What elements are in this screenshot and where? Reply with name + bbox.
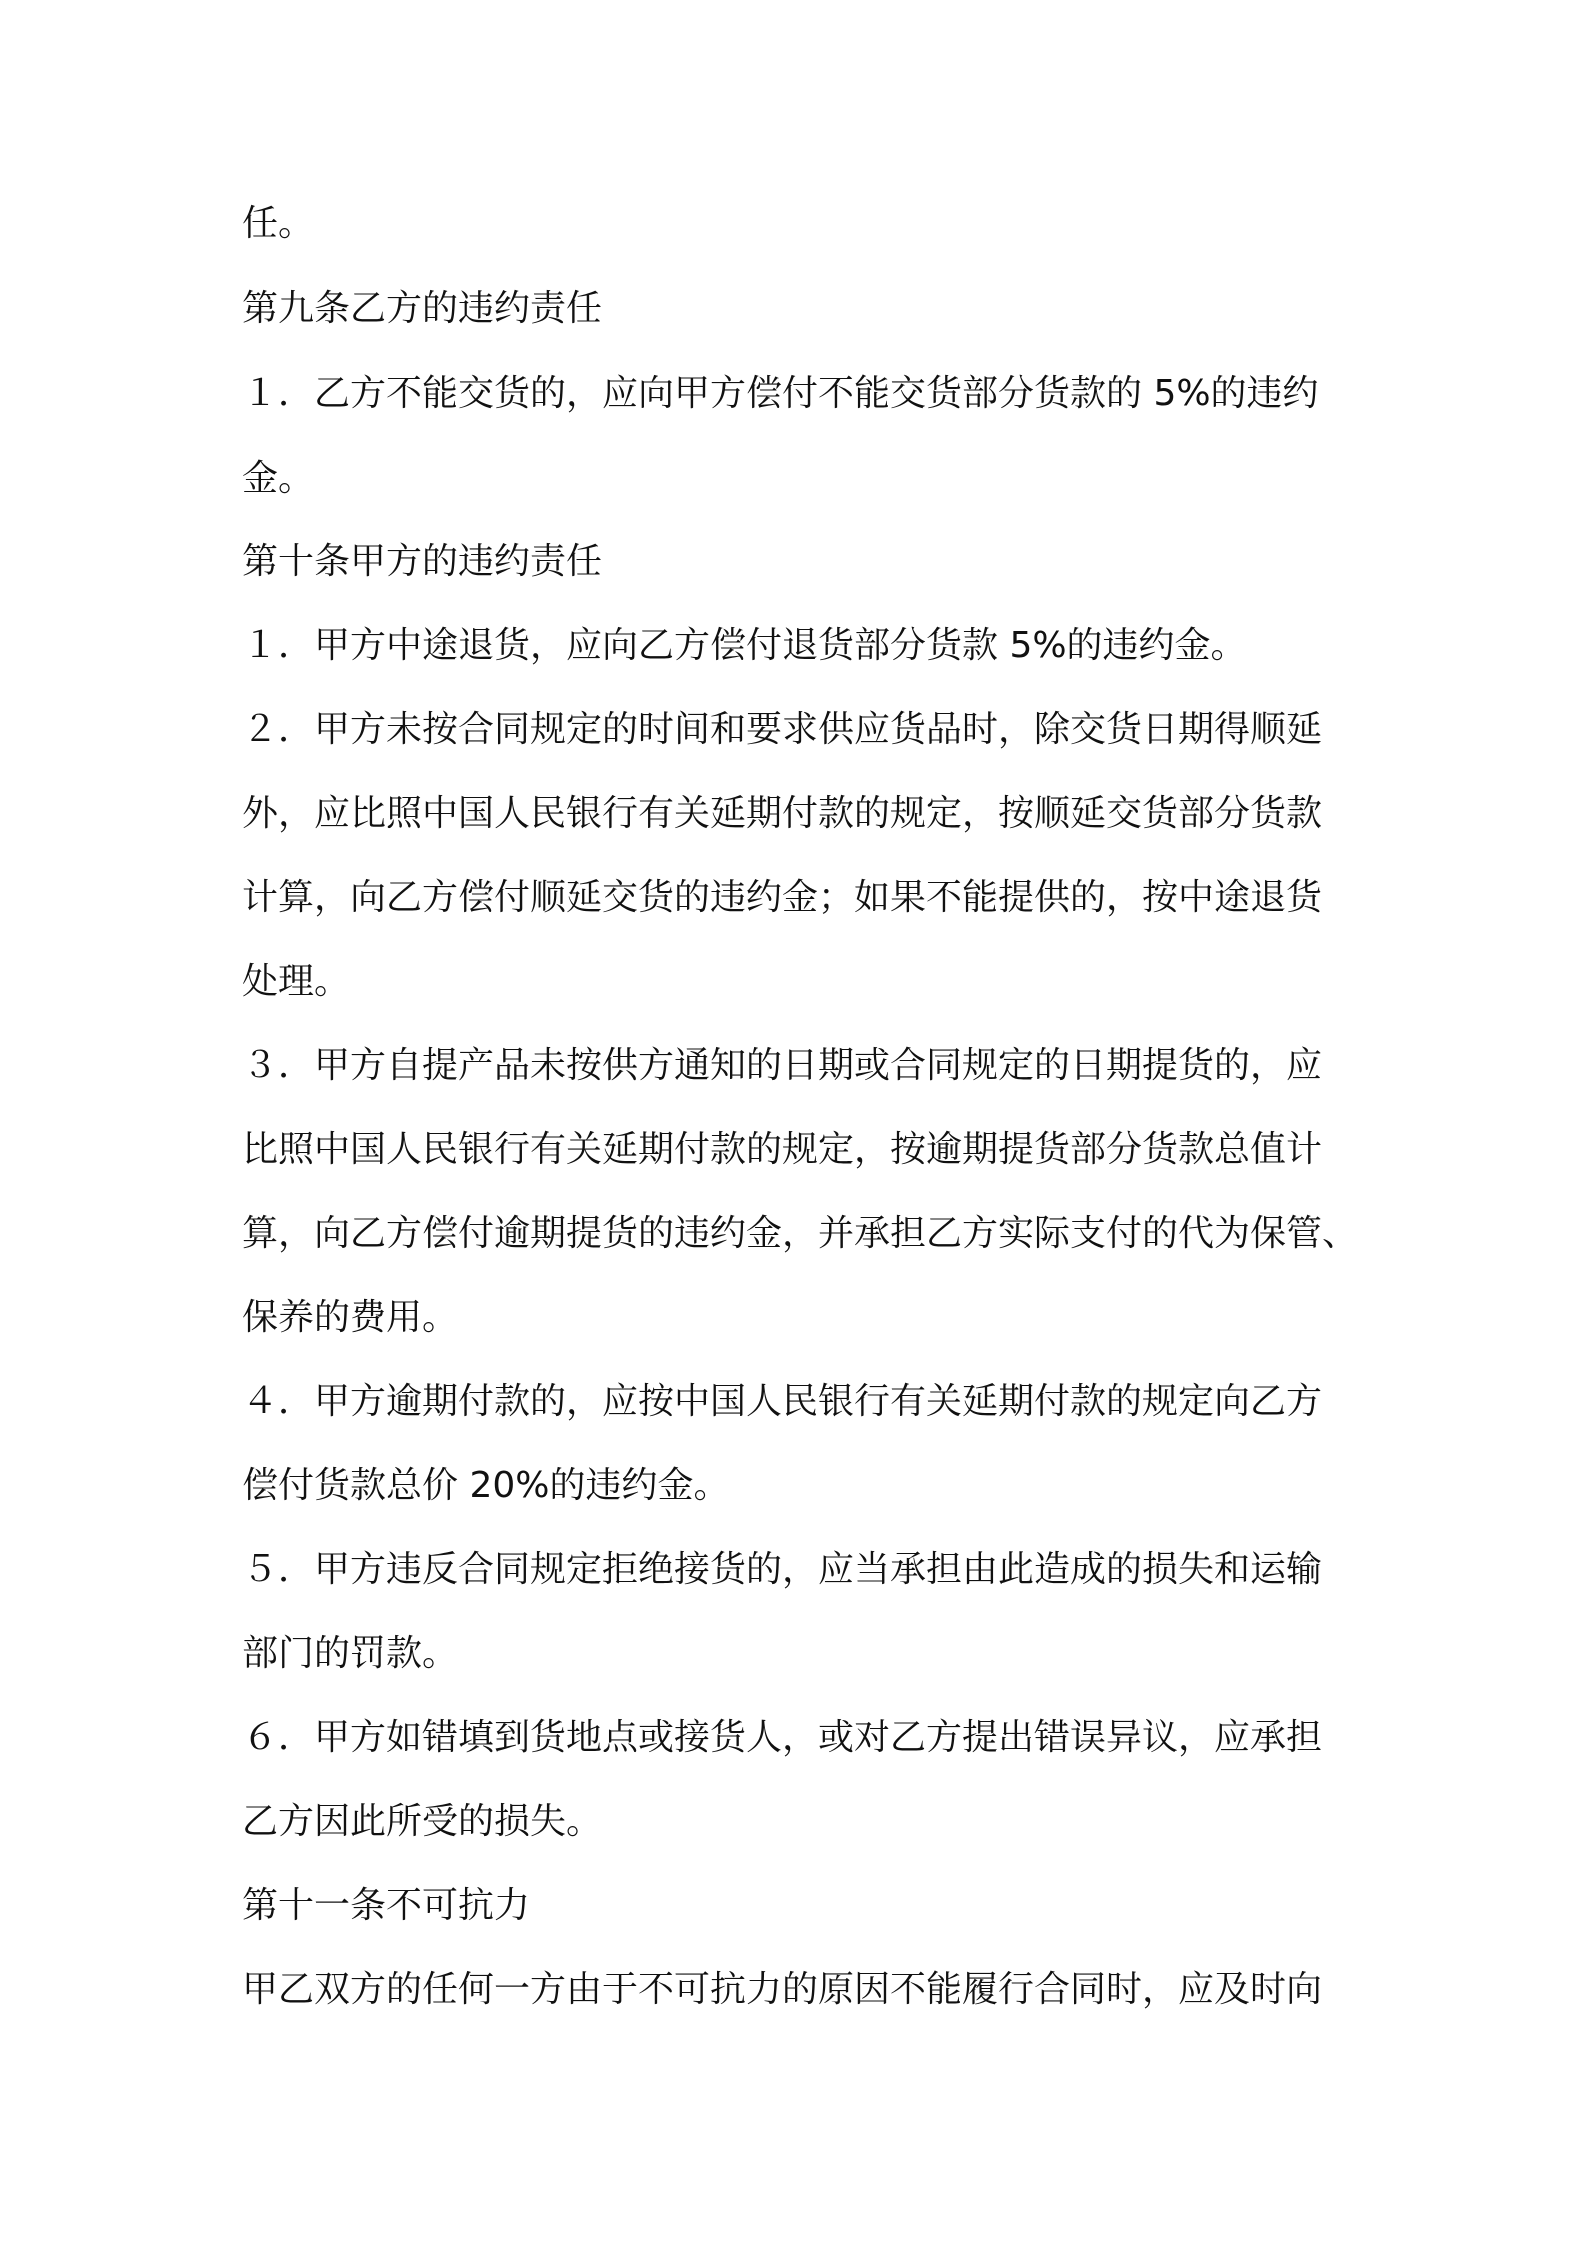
text-line: 算，向乙方偿付逾期提货的违约金，并承担乙方实际支付的代为保管、 (242, 1213, 1359, 1254)
text-line: １．甲方中途退货，应向乙方偿付退货部分货款 5%的违约金。 (242, 625, 1247, 666)
text-line: ４．甲方逾期付款的，应按中国人民银行有关延期付款的规定向乙方 (242, 1381, 1323, 1422)
text-line: 乙方因此所受的损失。 (242, 1801, 603, 1842)
text-line: ２．甲方未按合同规定的时间和要求供应货品时，除交货日期得顺延 (242, 709, 1323, 750)
text-line: １．乙方不能交货的，应向甲方偿付不能交货部分货款的 5%的违约 (242, 373, 1319, 414)
section-heading-article-9: 第九条乙方的违约责任 (242, 288, 603, 329)
text-line: 外，应比照中国人民银行有关延期付款的规定，按顺延交货部分货款 (242, 793, 1323, 834)
text-line: ３．甲方自提产品未按供方通知的日期或合同规定的日期提货的，应 (242, 1045, 1323, 1086)
text-line: 甲乙双方的任何一方由于不可抗力的原因不能履行合同时，应及时向 (242, 1969, 1323, 2010)
text-line: 部门的罚款。 (242, 1633, 459, 1674)
section-heading-article-10: 第十条甲方的违约责任 (242, 541, 603, 582)
text-line: 比照中国人民银行有关延期付款的规定，按逾期提货部分货款总值计 (242, 1129, 1323, 1170)
text-line: 处理。 (242, 961, 351, 1002)
text-line: ５．甲方违反合同规定拒绝接货的，应当承担由此造成的损失和运输 (242, 1549, 1323, 1590)
text-line: 偿付货款总价 20%的违约金。 (242, 1465, 730, 1506)
text-line: ６．甲方如错填到货地点或接货人，或对乙方提出错误异议，应承担 (242, 1717, 1323, 1758)
text-line: 保养的费用。 (242, 1297, 459, 1338)
text-line: 任。 (242, 203, 315, 244)
section-heading-article-11: 第十一条不可抗力 (242, 1885, 531, 1926)
text-line: 计算，向乙方偿付顺延交货的违约金；如果不能提供的，按中途退货 (242, 877, 1323, 918)
text-line: 金。 (242, 458, 315, 499)
